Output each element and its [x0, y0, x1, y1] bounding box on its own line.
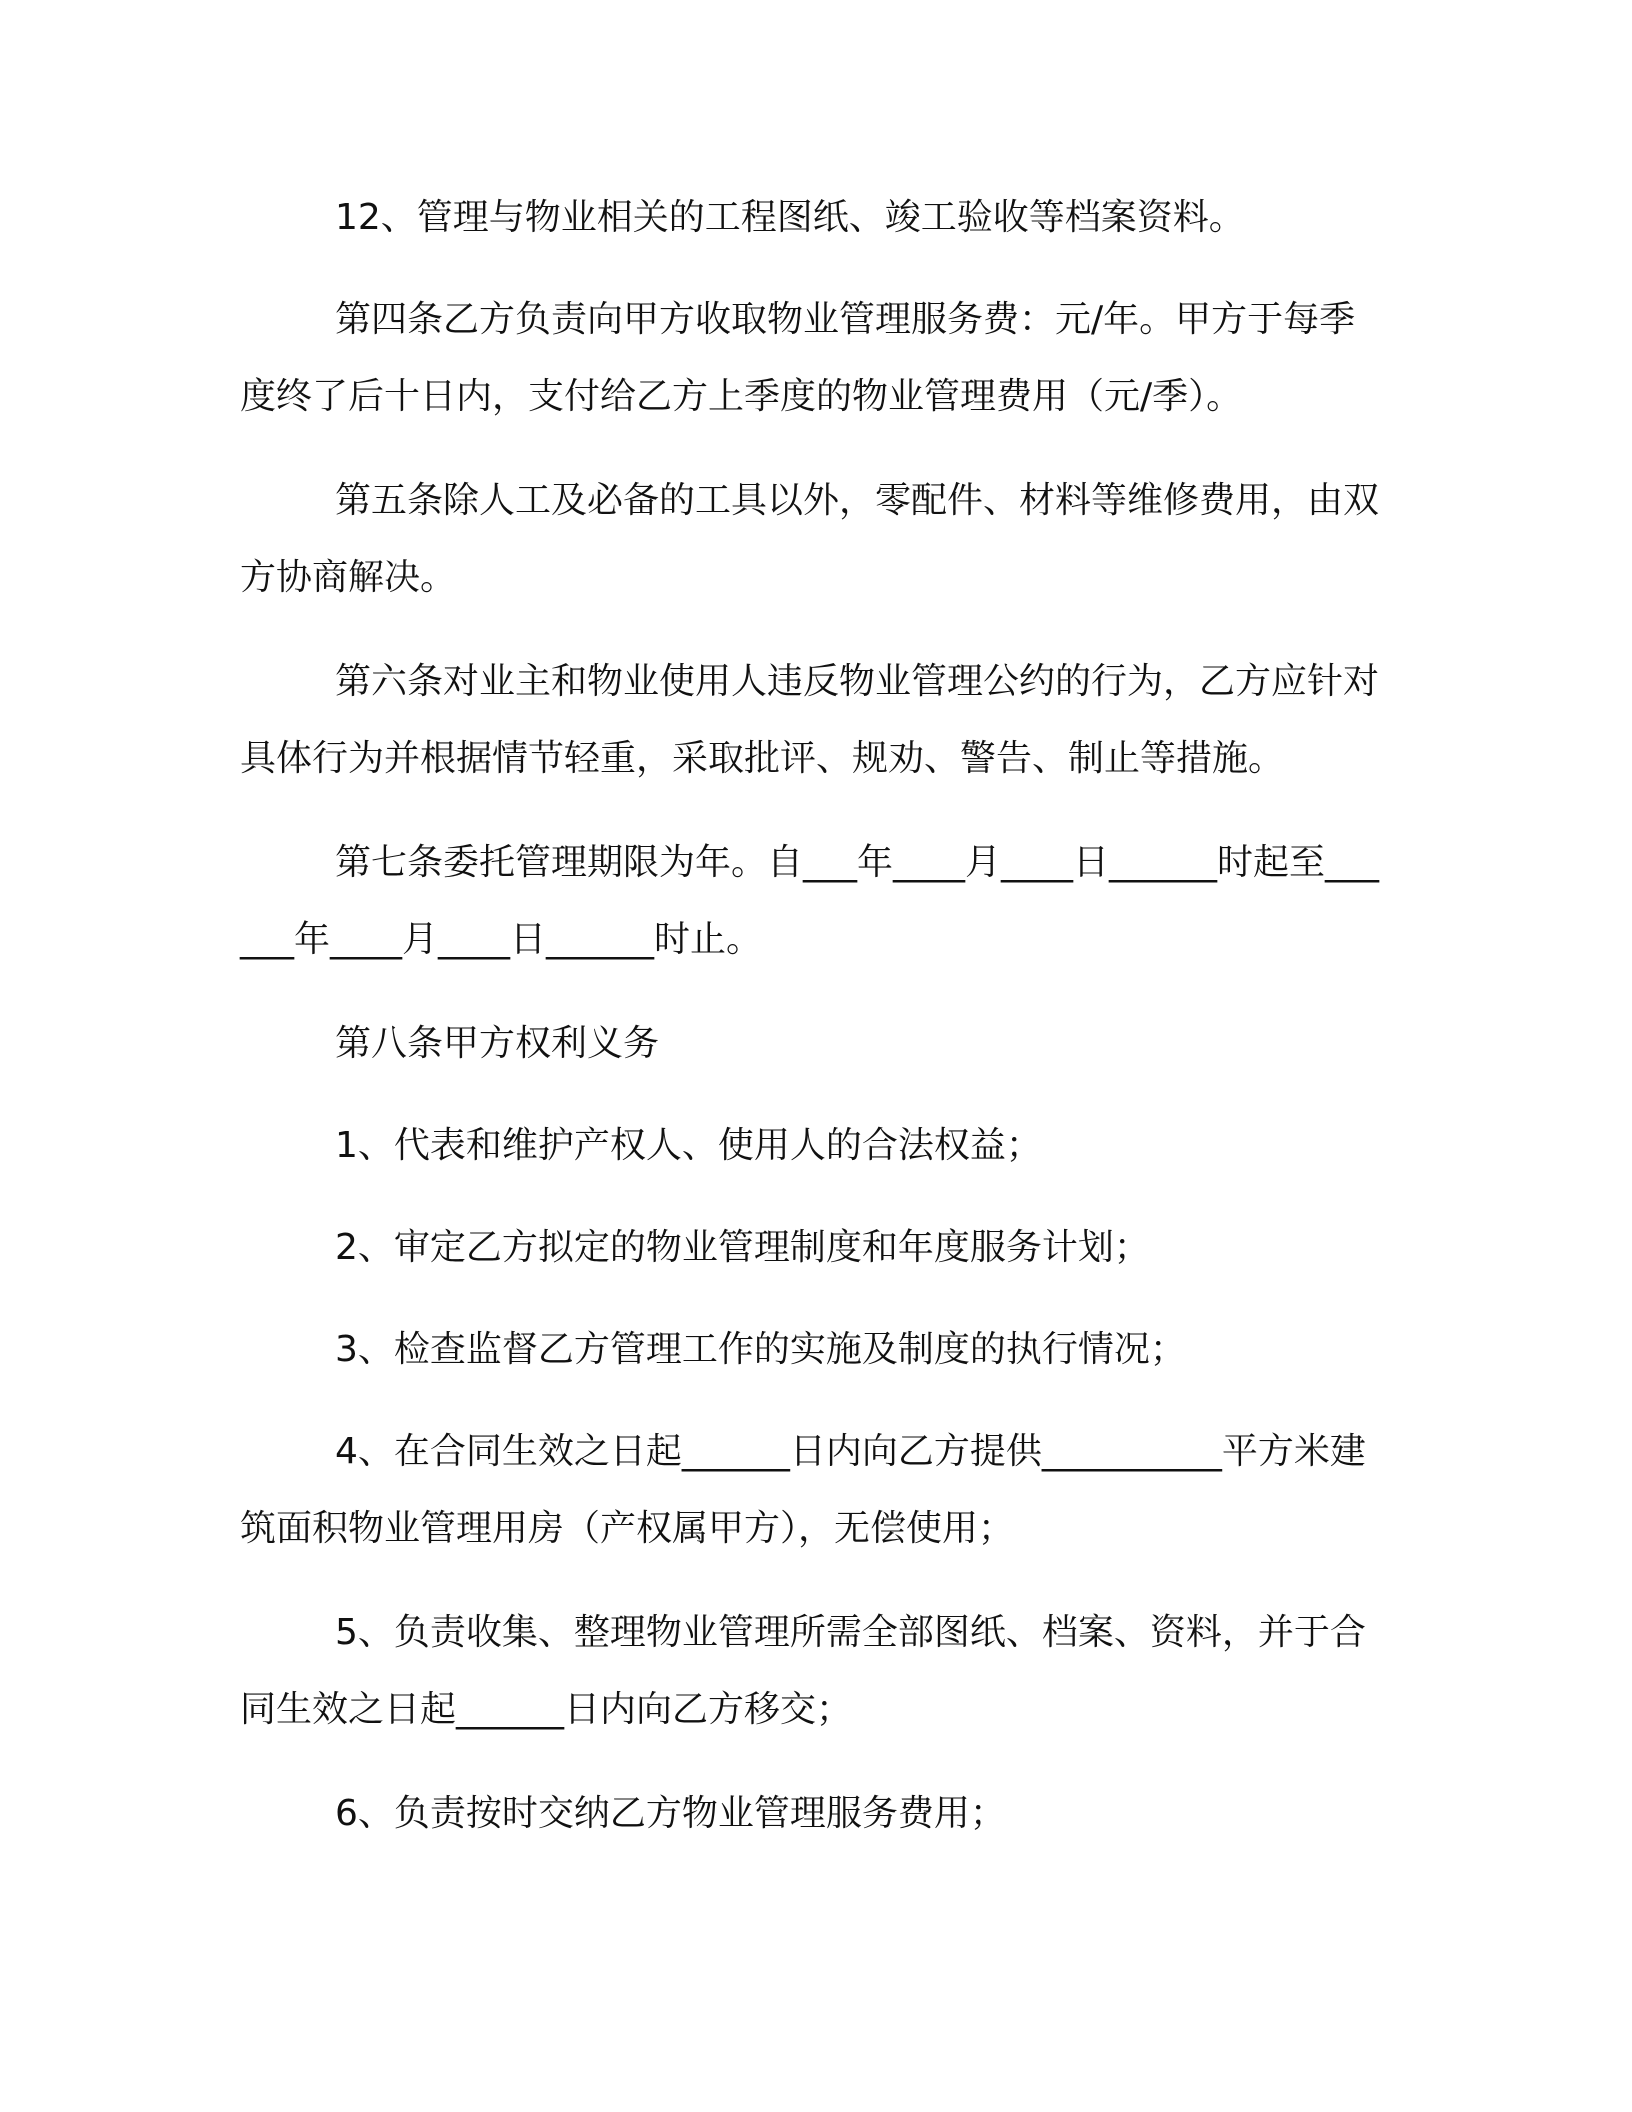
- list-item-4: 4、在合同生效之日起______日内向乙方提供__________平方米建筑面积物业管理用房（产权属甲方），无偿使用；: [240, 1431, 1366, 1549]
- list-item-6: 6、负责按时交纳乙方物业管理服务费用；: [335, 1793, 1006, 1834]
- list-item-5: 5、负责收集、整理物业管理所需全部图纸、档案、资料，并于合同生效之日起______日内向乙方移交；: [240, 1612, 1366, 1730]
- paragraph-article-4-fees: 第四条乙方负责向甲方收取物业管理服务费：元/年。甲方于每季度终了后十日内，支付给乙方上季度的物业管理费用（元/季）。: [240, 299, 1356, 417]
- list-item-3: 3、检查监督乙方管理工作的实施及制度的执行情况；: [335, 1329, 1186, 1370]
- list-item-1: 1、代表和维护产权人、使用人的合法权益；: [335, 1125, 1042, 1166]
- paragraph-item-12-archives: 12、管理与物业相关的工程图纸、竣工验收等档案资料。: [335, 197, 1245, 238]
- paragraph-article-5-repair-costs: 第五条除人工及必备的工具以外，零配件、材料等维修费用，由双方协商解决。: [240, 480, 1380, 598]
- paragraph-article-8-heading: 第八条甲方权利义务: [335, 1023, 660, 1064]
- paragraph-article-7-term: 第七条委托管理期限为年。自___年____月____日______时起至______年____月____日______时止。: [240, 842, 1380, 960]
- list-item-2: 2、审定乙方拟定的物业管理制度和年度服务计划；: [335, 1227, 1150, 1268]
- paragraph-article-6-violations: 第六条对业主和物业使用人违反物业管理公约的行为，乙方应针对具体行为并根据情节轻重，采取批评、规劝、警告、制止等措施。: [240, 661, 1380, 779]
